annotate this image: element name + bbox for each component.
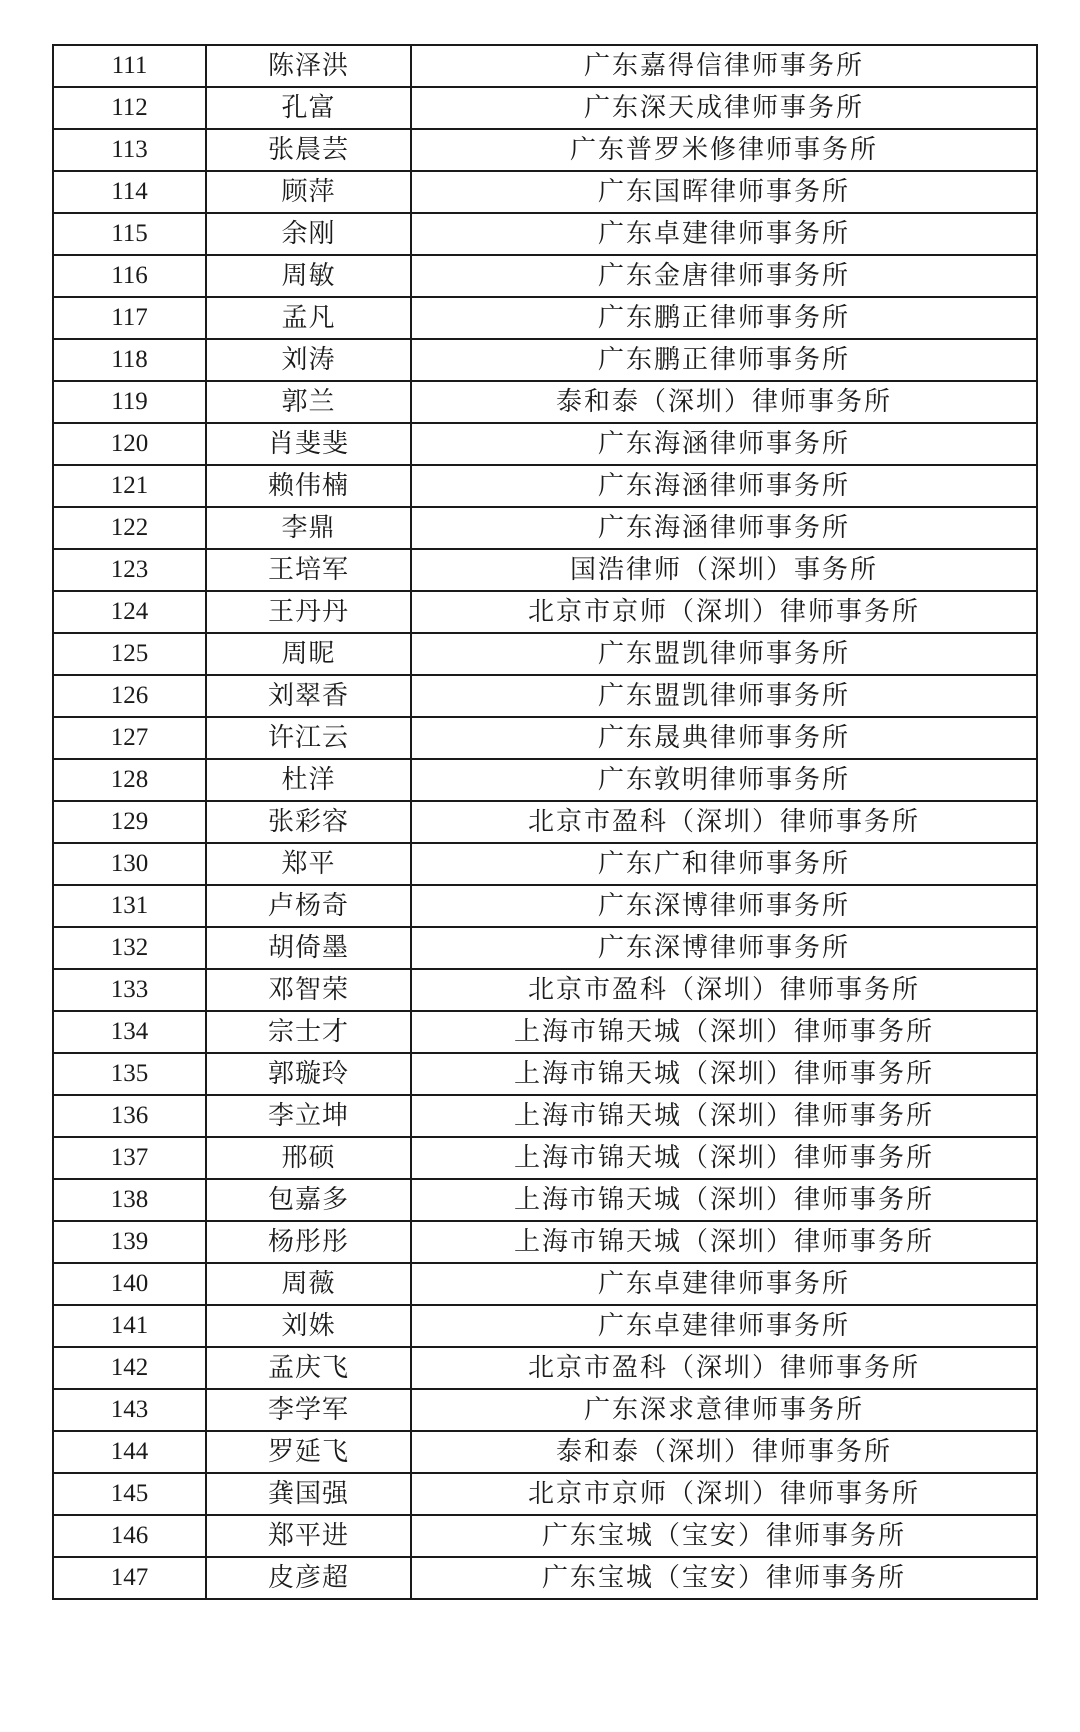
- lawyer-name-cell: 邓智荣: [206, 969, 411, 1011]
- row-number-cell: 118: [53, 339, 206, 381]
- law-firm-cell: 广东海涵律师事务所: [411, 507, 1037, 549]
- law-firm-cell: 广东卓建律师事务所: [411, 1263, 1037, 1305]
- document-sheet: [52, 44, 1038, 1600]
- row-number-cell: 135: [53, 1053, 206, 1095]
- table-row: [53, 339, 1037, 381]
- law-firm-cell: 广东国晖律师事务所: [411, 171, 1037, 213]
- table-row: [53, 87, 1037, 129]
- lawyer-name-cell: 张晨芸: [206, 129, 411, 171]
- lawyer-name-cell: 肖斐斐: [206, 423, 411, 465]
- row-number-cell: 111: [53, 45, 206, 87]
- table-row: [53, 1557, 1037, 1599]
- law-firm-cell: 广东鹏正律师事务所: [411, 339, 1037, 381]
- law-firm-cell: 广东广和律师事务所: [411, 843, 1037, 885]
- table-row: [53, 1221, 1037, 1263]
- table-row: [53, 549, 1037, 591]
- lawyer-name-cell: 赖伟楠: [206, 465, 411, 507]
- law-firm-cell: 北京市盈科（深圳）律师事务所: [411, 1347, 1037, 1389]
- row-number-cell: 139: [53, 1221, 206, 1263]
- lawyer-name-cell: 郭兰: [206, 381, 411, 423]
- table-row: [53, 1053, 1037, 1095]
- table-row: [53, 1305, 1037, 1347]
- law-firm-cell: 广东晟典律师事务所: [411, 717, 1037, 759]
- law-firm-cell: 广东金唐律师事务所: [411, 255, 1037, 297]
- table-row: [53, 927, 1037, 969]
- row-number-cell: 129: [53, 801, 206, 843]
- lawyer-name-cell: 邢硕: [206, 1137, 411, 1179]
- lawyer-name-cell: 包嘉多: [206, 1179, 411, 1221]
- law-firm-cell: 广东深博律师事务所: [411, 885, 1037, 927]
- table-row: [53, 591, 1037, 633]
- lawyer-name-cell: 李鼎: [206, 507, 411, 549]
- table-row: [53, 1137, 1037, 1179]
- roster-table-body: [53, 45, 1037, 1599]
- lawyer-name-cell: 杜洋: [206, 759, 411, 801]
- law-firm-cell: 广东宝城（宝安）律师事务所: [411, 1557, 1037, 1599]
- law-firm-cell: 北京市京师（深圳）律师事务所: [411, 1473, 1037, 1515]
- lawyer-name-cell: 郑平: [206, 843, 411, 885]
- table-row: [53, 465, 1037, 507]
- row-number-cell: 143: [53, 1389, 206, 1431]
- lawyer-name-cell: 刘翠香: [206, 675, 411, 717]
- lawyer-name-cell: 王丹丹: [206, 591, 411, 633]
- table-row: [53, 1431, 1037, 1473]
- table-row: [53, 1011, 1037, 1053]
- row-number-cell: 136: [53, 1095, 206, 1137]
- row-number-cell: 114: [53, 171, 206, 213]
- row-number-cell: 141: [53, 1305, 206, 1347]
- row-number-cell: 128: [53, 759, 206, 801]
- row-number-cell: 140: [53, 1263, 206, 1305]
- row-number-cell: 121: [53, 465, 206, 507]
- law-firm-cell: 广东卓建律师事务所: [411, 213, 1037, 255]
- table-row: [53, 423, 1037, 465]
- lawyer-name-cell: 顾萍: [206, 171, 411, 213]
- lawyer-roster-table: [52, 44, 1038, 1600]
- lawyer-name-cell: 周敏: [206, 255, 411, 297]
- table-row: [53, 675, 1037, 717]
- table-row: [53, 1473, 1037, 1515]
- table-row: [53, 381, 1037, 423]
- row-number-cell: 113: [53, 129, 206, 171]
- law-firm-cell: 上海市锦天城（深圳）律师事务所: [411, 1095, 1037, 1137]
- row-number-cell: 132: [53, 927, 206, 969]
- lawyer-name-cell: 李学军: [206, 1389, 411, 1431]
- table-row: [53, 129, 1037, 171]
- table-row: [53, 255, 1037, 297]
- law-firm-cell: 北京市盈科（深圳）律师事务所: [411, 969, 1037, 1011]
- lawyer-name-cell: 周昵: [206, 633, 411, 675]
- row-number-cell: 134: [53, 1011, 206, 1053]
- row-number-cell: 124: [53, 591, 206, 633]
- table-row: [53, 45, 1037, 87]
- table-row: [53, 801, 1037, 843]
- row-number-cell: 138: [53, 1179, 206, 1221]
- lawyer-name-cell: 王培军: [206, 549, 411, 591]
- lawyer-name-cell: 胡倚墨: [206, 927, 411, 969]
- row-number-cell: 131: [53, 885, 206, 927]
- table-row: [53, 885, 1037, 927]
- law-firm-cell: 国浩律师（深圳）事务所: [411, 549, 1037, 591]
- lawyer-name-cell: 刘涛: [206, 339, 411, 381]
- law-firm-cell: 广东普罗米修律师事务所: [411, 129, 1037, 171]
- table-row: [53, 969, 1037, 1011]
- row-number-cell: 144: [53, 1431, 206, 1473]
- lawyer-name-cell: 郭璇玲: [206, 1053, 411, 1095]
- lawyer-name-cell: 皮彦超: [206, 1557, 411, 1599]
- law-firm-cell: 广东敦明律师事务所: [411, 759, 1037, 801]
- law-firm-cell: 上海市锦天城（深圳）律师事务所: [411, 1137, 1037, 1179]
- lawyer-name-cell: 宗士才: [206, 1011, 411, 1053]
- row-number-cell: 130: [53, 843, 206, 885]
- law-firm-cell: 泰和泰（深圳）律师事务所: [411, 381, 1037, 423]
- law-firm-cell: 上海市锦天城（深圳）律师事务所: [411, 1179, 1037, 1221]
- law-firm-cell: 广东海涵律师事务所: [411, 465, 1037, 507]
- table-row: [53, 1263, 1037, 1305]
- row-number-cell: 137: [53, 1137, 206, 1179]
- row-number-cell: 123: [53, 549, 206, 591]
- lawyer-name-cell: 周薇: [206, 1263, 411, 1305]
- row-number-cell: 125: [53, 633, 206, 675]
- lawyer-name-cell: 李立坤: [206, 1095, 411, 1137]
- lawyer-name-cell: 龚国强: [206, 1473, 411, 1515]
- row-number-cell: 145: [53, 1473, 206, 1515]
- law-firm-cell: 广东鹏正律师事务所: [411, 297, 1037, 339]
- law-firm-cell: 北京市京师（深圳）律师事务所: [411, 591, 1037, 633]
- table-row: [53, 213, 1037, 255]
- law-firm-cell: 广东海涵律师事务所: [411, 423, 1037, 465]
- law-firm-cell: 上海市锦天城（深圳）律师事务所: [411, 1011, 1037, 1053]
- row-number-cell: 146: [53, 1515, 206, 1557]
- lawyer-name-cell: 陈泽洪: [206, 45, 411, 87]
- table-row: [53, 507, 1037, 549]
- law-firm-cell: 广东深求意律师事务所: [411, 1389, 1037, 1431]
- table-row: [53, 297, 1037, 339]
- row-number-cell: 119: [53, 381, 206, 423]
- row-number-cell: 120: [53, 423, 206, 465]
- table-row: [53, 843, 1037, 885]
- lawyer-name-cell: 张彩容: [206, 801, 411, 843]
- row-number-cell: 122: [53, 507, 206, 549]
- table-row: [53, 1389, 1037, 1431]
- law-firm-cell: 北京市盈科（深圳）律师事务所: [411, 801, 1037, 843]
- law-firm-cell: 广东嘉得信律师事务所: [411, 45, 1037, 87]
- law-firm-cell: 上海市锦天城（深圳）律师事务所: [411, 1053, 1037, 1095]
- lawyer-name-cell: 刘姝: [206, 1305, 411, 1347]
- table-row: [53, 717, 1037, 759]
- law-firm-cell: 上海市锦天城（深圳）律师事务所: [411, 1221, 1037, 1263]
- table-row: [53, 171, 1037, 213]
- lawyer-name-cell: 许江云: [206, 717, 411, 759]
- lawyer-name-cell: 卢杨奇: [206, 885, 411, 927]
- row-number-cell: 127: [53, 717, 206, 759]
- law-firm-cell: 广东盟凯律师事务所: [411, 633, 1037, 675]
- law-firm-cell: 泰和泰（深圳）律师事务所: [411, 1431, 1037, 1473]
- row-number-cell: 117: [53, 297, 206, 339]
- table-row: [53, 759, 1037, 801]
- lawyer-name-cell: 罗延飞: [206, 1431, 411, 1473]
- lawyer-name-cell: 孟凡: [206, 297, 411, 339]
- lawyer-name-cell: 杨彤彤: [206, 1221, 411, 1263]
- table-row: [53, 1179, 1037, 1221]
- law-firm-cell: 广东深博律师事务所: [411, 927, 1037, 969]
- lawyer-name-cell: 孟庆飞: [206, 1347, 411, 1389]
- row-number-cell: 115: [53, 213, 206, 255]
- row-number-cell: 112: [53, 87, 206, 129]
- lawyer-name-cell: 余刚: [206, 213, 411, 255]
- row-number-cell: 126: [53, 675, 206, 717]
- law-firm-cell: 广东盟凯律师事务所: [411, 675, 1037, 717]
- row-number-cell: 133: [53, 969, 206, 1011]
- table-row: [53, 633, 1037, 675]
- law-firm-cell: 广东卓建律师事务所: [411, 1305, 1037, 1347]
- law-firm-cell: 广东深天成律师事务所: [411, 87, 1037, 129]
- row-number-cell: 147: [53, 1557, 206, 1599]
- row-number-cell: 116: [53, 255, 206, 297]
- row-number-cell: 142: [53, 1347, 206, 1389]
- lawyer-name-cell: 孔富: [206, 87, 411, 129]
- table-row: [53, 1347, 1037, 1389]
- lawyer-name-cell: 郑平进: [206, 1515, 411, 1557]
- table-row: [53, 1095, 1037, 1137]
- table-row: [53, 1515, 1037, 1557]
- law-firm-cell: 广东宝城（宝安）律师事务所: [411, 1515, 1037, 1557]
